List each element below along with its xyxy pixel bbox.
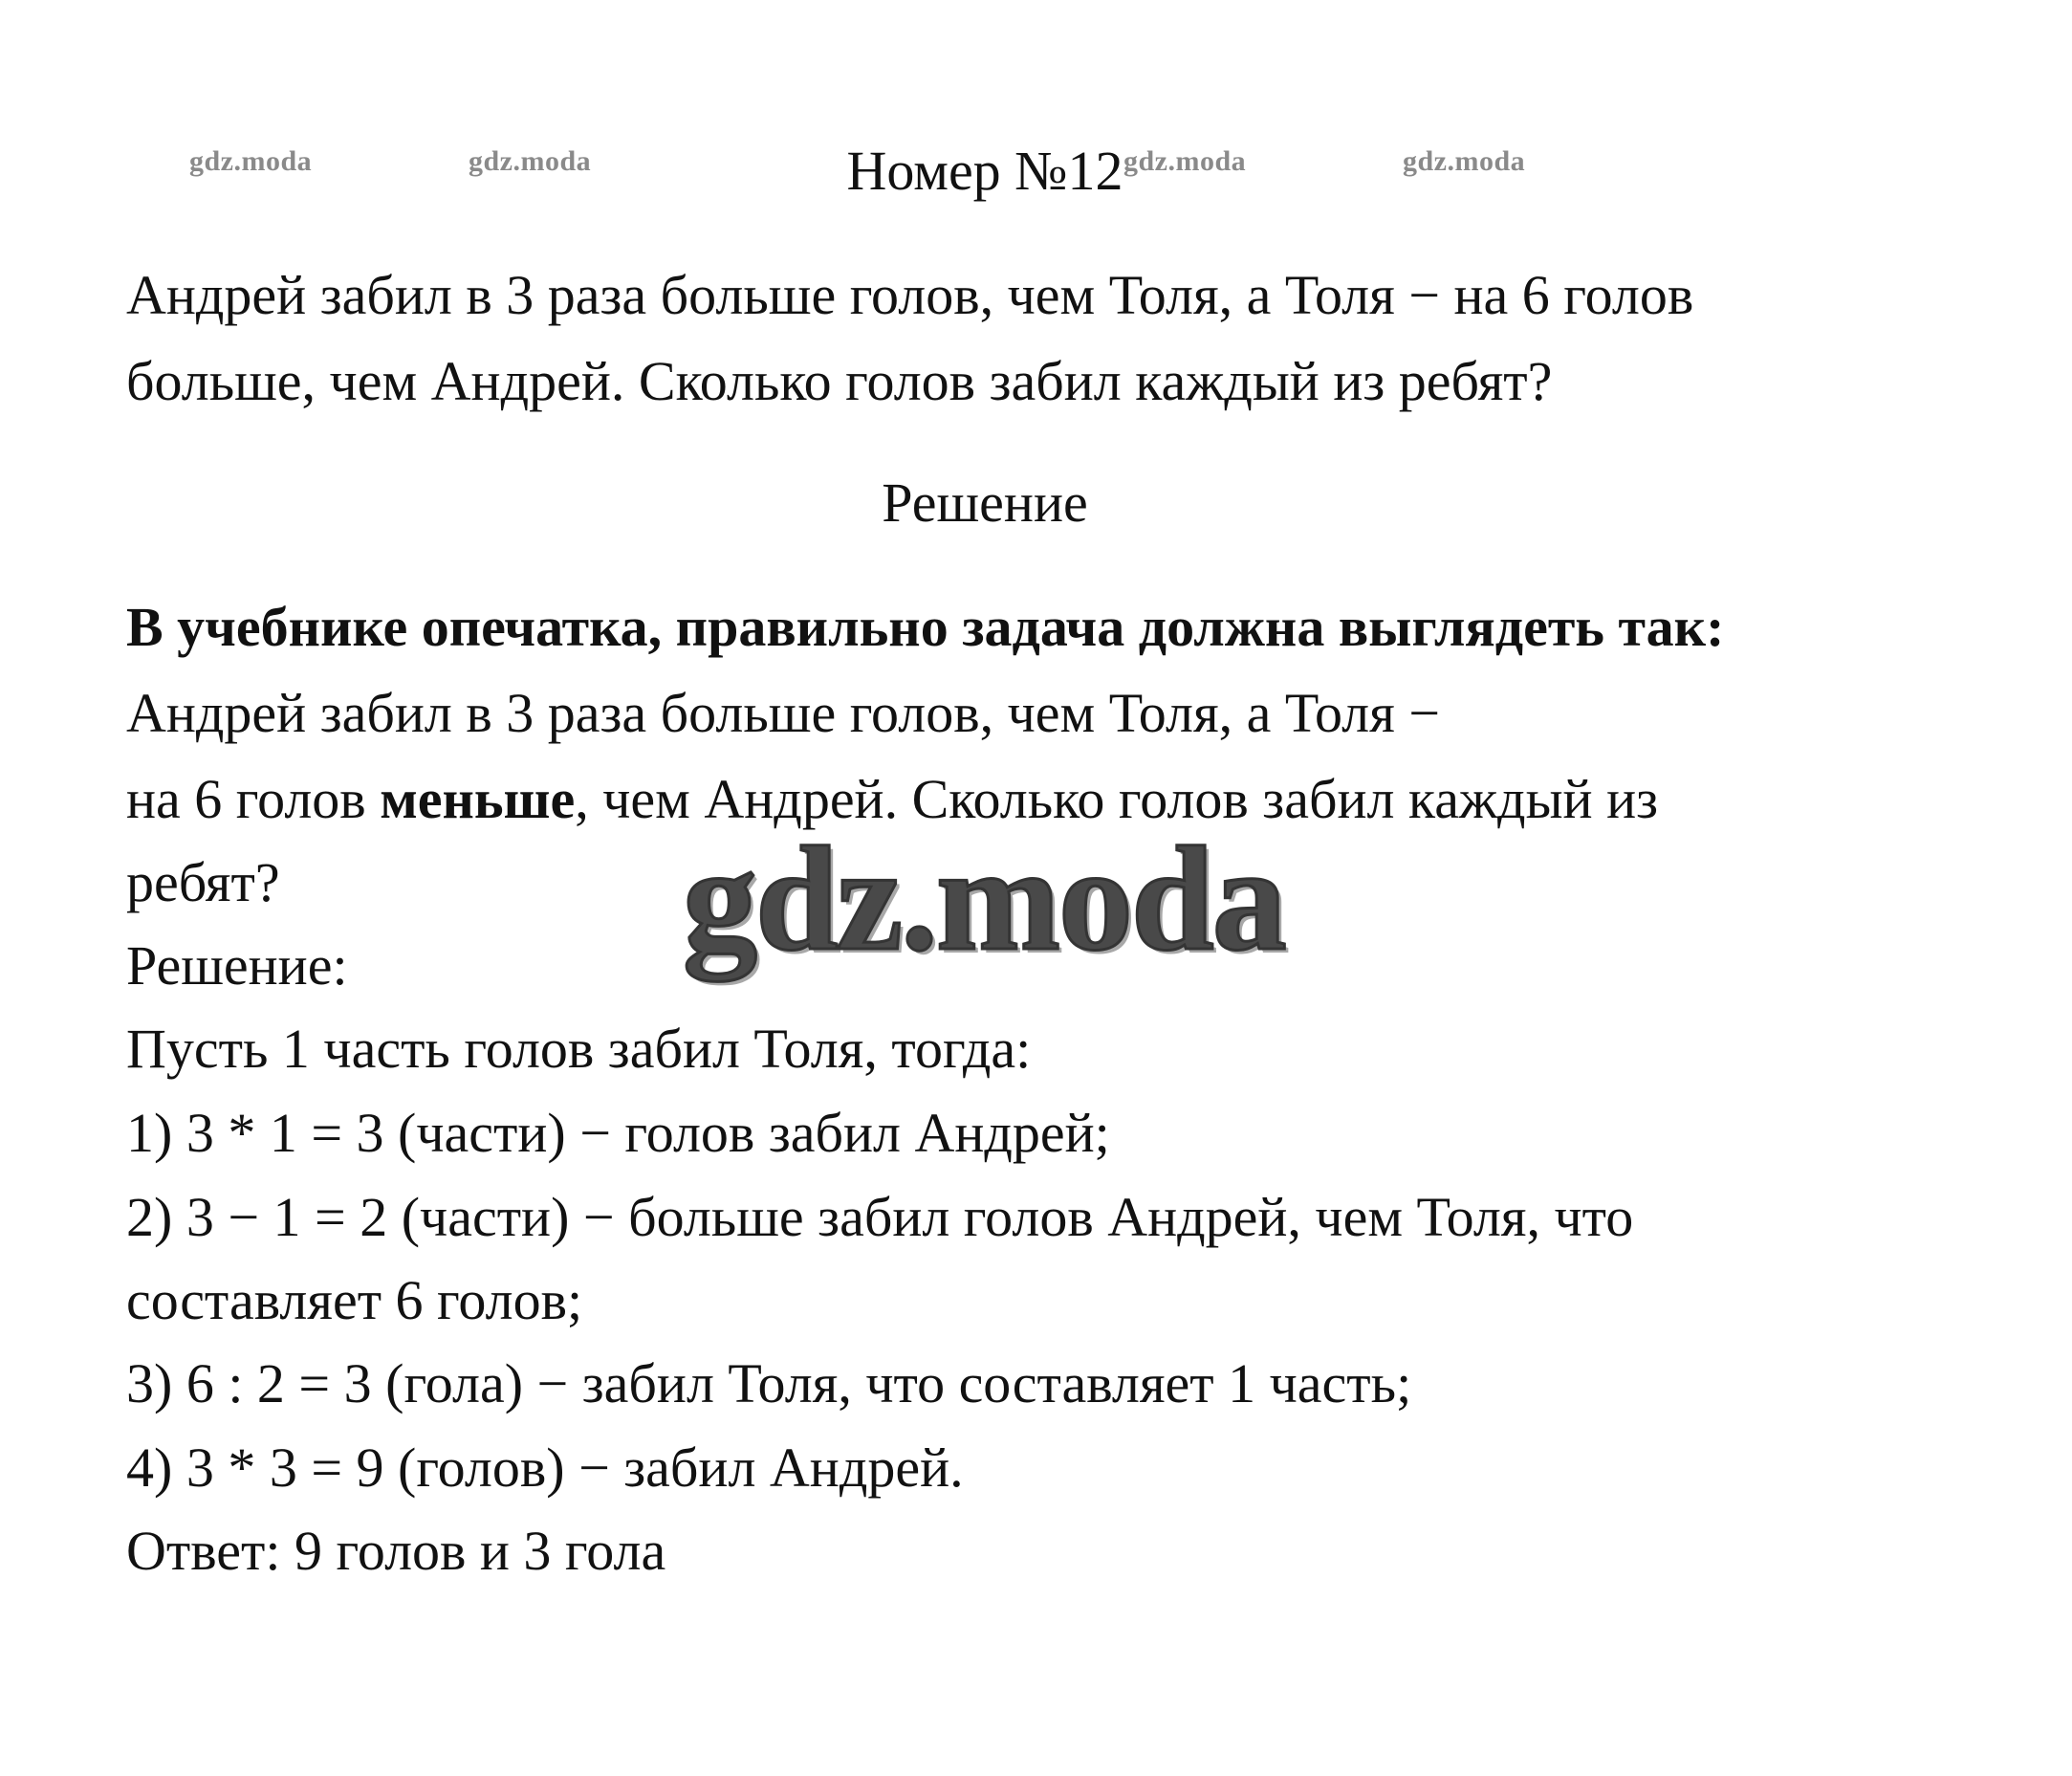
problem-line-1: Андрей забил в 3 раза больше голов, чем Толя, а Толя − на 6 голов: [126, 264, 1694, 326]
problem-line-2: больше, чем Андрей. Сколько голов забил каждый из ребят?: [126, 350, 1553, 412]
corrected-line-1: Андрей забил в 3 раза больше голов, чем Толя, а Толя −: [126, 682, 1441, 744]
corrected-line-2-post: , чем Андрей. Сколько голов забил каждый из: [575, 768, 1659, 830]
watermark-big: gdz.moda: [683, 816, 1285, 981]
corrected-line-2-pre: на 6 голов: [126, 768, 381, 830]
solution-heading: Решение: [882, 471, 1088, 534]
solution-step-2a: 2) 3 − 1 = 2 (части) − больше забил голов Андрей, чем Толя, что: [126, 1186, 1634, 1248]
watermark-small-2: gdz.moda: [469, 145, 592, 177]
corrected-line-3: ребят?: [126, 851, 280, 913]
typo-note: В учебнике опечатка, правильно задача должна выглядеть так:: [126, 596, 1725, 658]
solution-step-4: 4) 3 * 3 = 9 (голов) − забил Андрей.: [126, 1436, 964, 1499]
solution-answer: Ответ: 9 голов и 3 гола: [126, 1520, 666, 1582]
watermark-small-1: gdz.moda: [189, 145, 313, 177]
solution-intro: Пусть 1 часть голов забил Толя, тогда:: [126, 1018, 1032, 1080]
watermark-small-3: gdz.moda: [1123, 145, 1247, 177]
corrected-line-2-bold: меньше: [380, 768, 576, 830]
watermark-small-4: gdz.moda: [1403, 145, 1526, 177]
solution-label: Решение:: [126, 934, 348, 997]
solution-step-1: 1) 3 * 1 = 3 (части) − голов забил Андрей;: [126, 1102, 1110, 1164]
page-title: Номер №12: [846, 140, 1123, 202]
solution-step-2b: составляет 6 голов;: [126, 1269, 583, 1331]
solution-step-3: 3) 6 : 2 = 3 (гола) − забил Толя, что составляет 1 часть;: [126, 1352, 1412, 1414]
